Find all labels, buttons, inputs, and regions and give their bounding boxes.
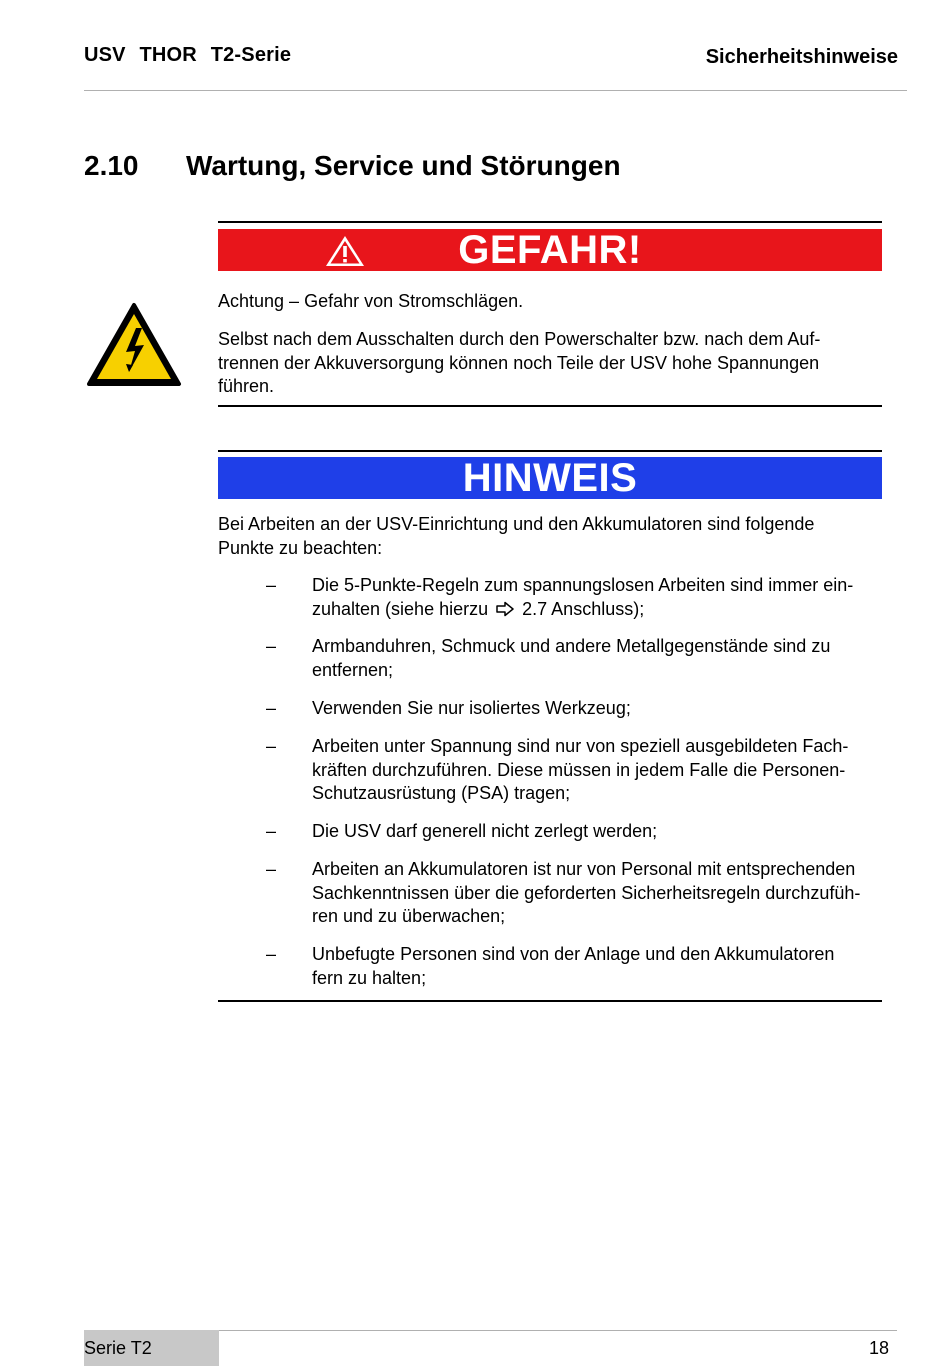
warning-triangle-icon — [324, 234, 366, 268]
list-item-line: fern zu halten; — [312, 967, 427, 988]
list-item-line: Verwenden Sie nur isoliertes Werkzeug; — [312, 698, 631, 718]
danger-paragraph-line: führen. — [218, 376, 275, 396]
list-item — [312, 858, 892, 929]
danger-banner — [218, 229, 882, 271]
notice-intro-line: Punkte zu beachten: — [218, 537, 383, 558]
list-item — [312, 943, 892, 990]
list-bullet: – — [266, 944, 277, 964]
list-item-line: Unbefugte Personen sind von der Anlage und den Akkumulatoren — [312, 944, 835, 964]
list-item — [312, 697, 892, 721]
list-item-line: Sachkenntnissen über die geforderten Sicherheitsregeln durchzufüh- — [312, 882, 861, 903]
section-number: 2.10 — [84, 150, 139, 181]
danger-warning-line: Achtung – Gefahr von Stromschlägen. — [218, 291, 524, 311]
list-item — [312, 574, 892, 621]
header-product-title: USV THOR T2-Serie — [84, 44, 292, 66]
list-item-line: kräften durchzuführen. Diese müssen in jedem Falle die Personen- — [312, 759, 846, 780]
list-item-line: ren und zu überwachen; — [312, 906, 506, 926]
electric-hazard-icon — [86, 302, 182, 388]
list-item-line: Die 5-Punkte-Regeln zum spannungslosen Arbeiten sind immer ein- — [312, 575, 854, 595]
list-item-line: Schutzausrüstung (PSA) tragen; — [312, 783, 571, 803]
notice-intro — [218, 513, 882, 560]
footer-divider — [219, 1330, 897, 1331]
list-bullet: – — [266, 698, 277, 718]
arrow-right-icon — [495, 601, 515, 617]
list-item-line: Arbeiten unter Spannung sind nur von speziell ausgebildeten Fach- — [312, 736, 849, 756]
notice-label: HINWEIS — [462, 456, 638, 500]
header-chapter-title: Sicherheitshinweise — [705, 46, 898, 68]
notice-banner — [218, 457, 882, 499]
list-bullet: – — [266, 859, 277, 879]
footer-series-label: Serie T2 — [84, 1338, 152, 1358]
notice-bottom-rule — [218, 1000, 882, 1002]
list-item-text: zuhalten (siehe hierzu — [312, 598, 489, 619]
list-bullet: – — [266, 736, 277, 756]
notice-top-rule — [218, 450, 882, 452]
cross-reference-link[interactable]: 2.7 Anschluss); — [522, 598, 645, 619]
list-item-line — [312, 598, 892, 622]
list-item-line: Armbanduhren, Schmuck und andere Metallgegenstände sind zu — [312, 636, 831, 656]
list-bullet: – — [266, 636, 277, 656]
danger-top-rule — [218, 221, 882, 223]
danger-bottom-rule — [218, 405, 882, 407]
page-number: 18 — [868, 1338, 889, 1358]
danger-label: GEFAHR! — [458, 228, 642, 272]
danger-paragraph — [218, 328, 882, 399]
list-bullet: – — [266, 821, 277, 841]
list-item — [312, 635, 892, 682]
list-item — [312, 735, 892, 806]
list-item-line: Die USV darf generell nicht zerlegt werden; — [312, 821, 658, 841]
section-title: Wartung, Service und Störungen — [186, 150, 621, 181]
danger-paragraph-line: Selbst nach dem Ausschalten durch den Powerschalter bzw. nach dem Auf- — [218, 329, 821, 349]
list-bullet: – — [266, 575, 277, 595]
notice-intro-line: Bei Arbeiten an der USV-Einrichtung und den Akkumulatoren sind folgende — [218, 514, 815, 534]
list-item-line: Arbeiten an Akkumulatoren ist nur von Personal mit entsprechenden — [312, 859, 856, 879]
danger-paragraph-line: trennen der Akkuversorgung können noch Teile der USV hohe Spannungen — [218, 352, 820, 373]
list-item-line: entfernen; — [312, 659, 394, 680]
list-item — [312, 820, 892, 844]
header-divider — [84, 90, 907, 91]
